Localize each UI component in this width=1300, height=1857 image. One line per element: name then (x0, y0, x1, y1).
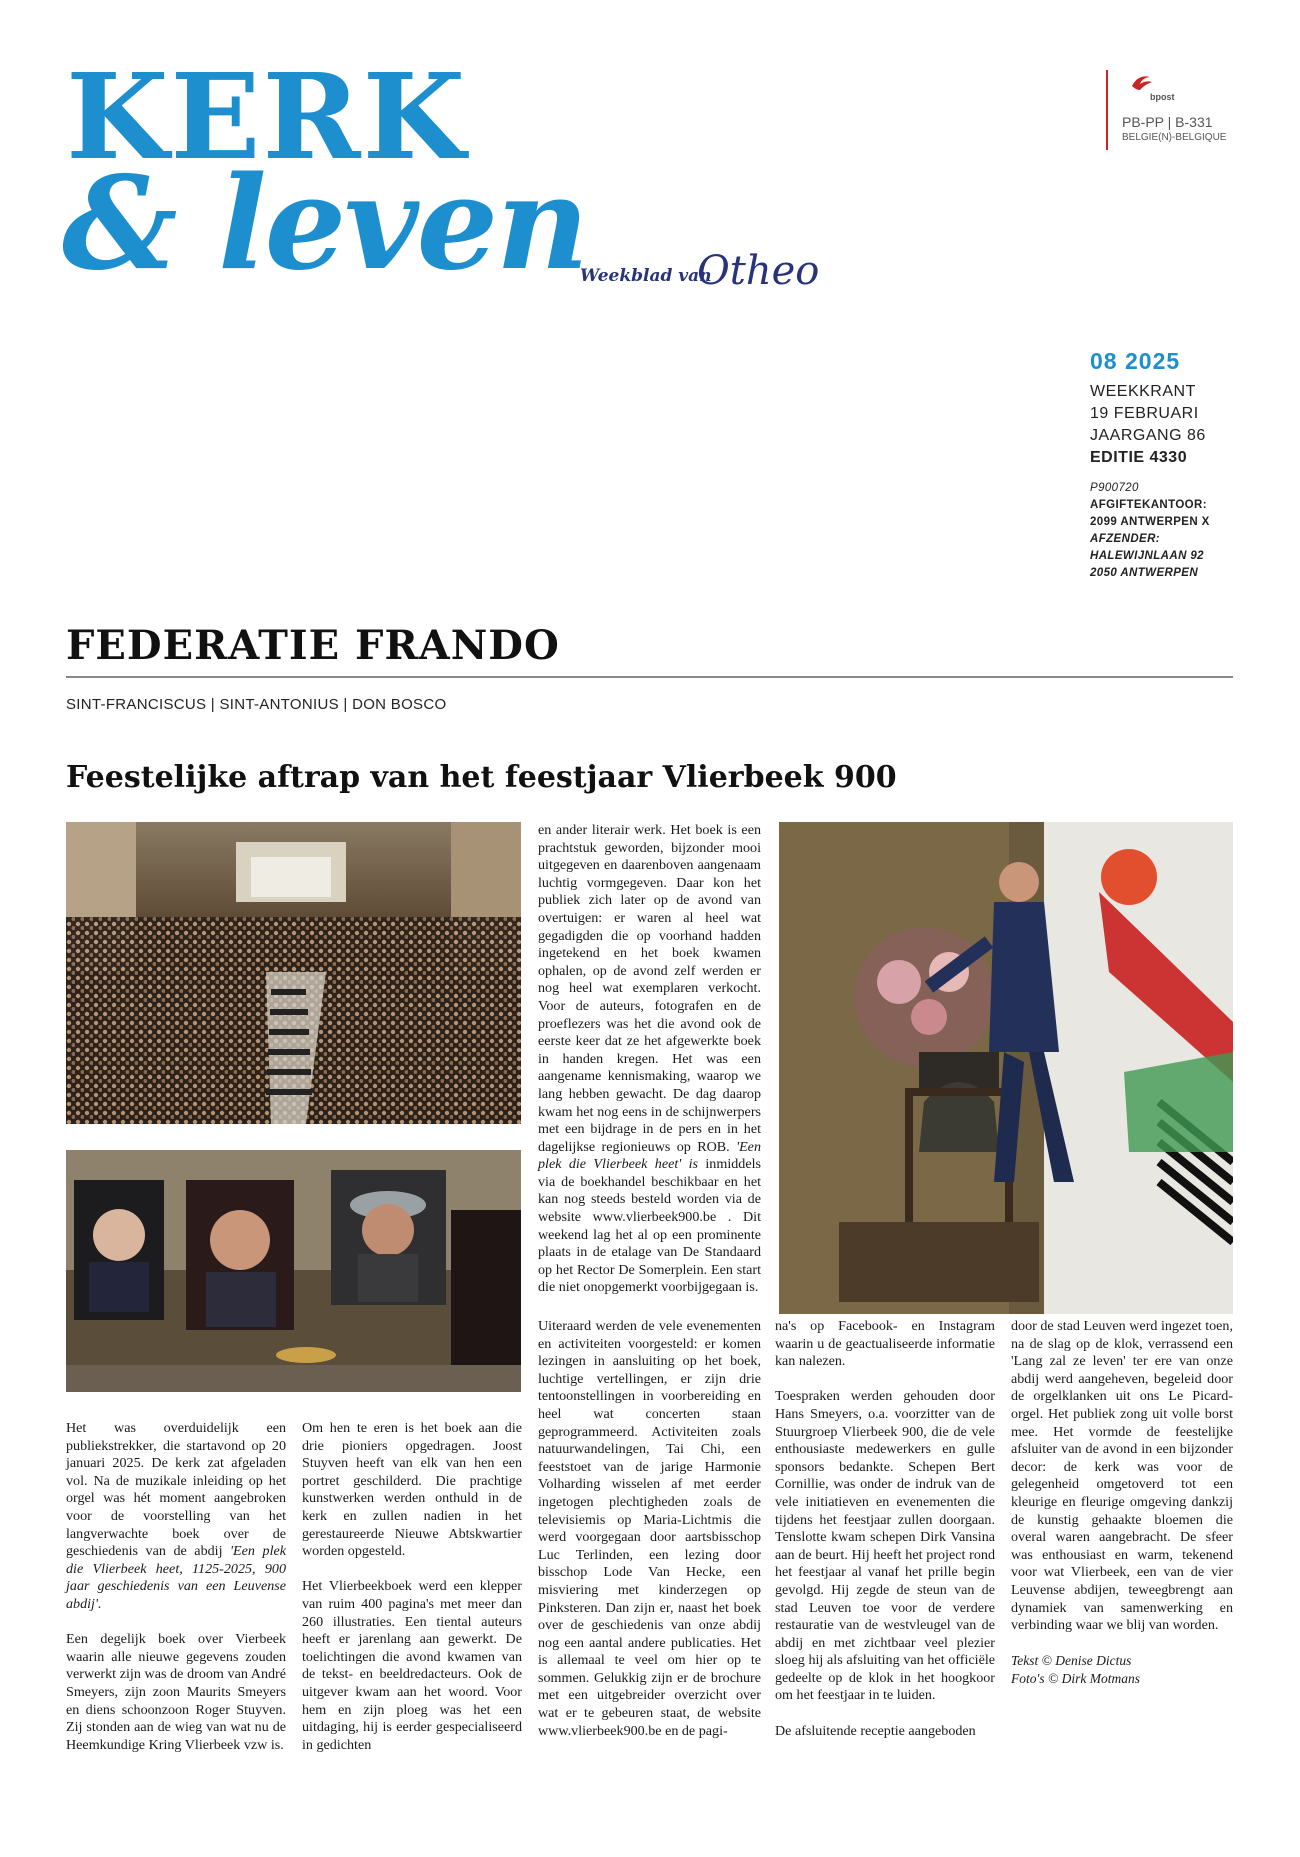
section-parishes: SINT-FRANCISCUS | SINT-ANTONIUS | DON BOSCO (66, 696, 447, 713)
issue-type: WEEKKRANT (1090, 383, 1196, 400)
bpost-label: bpost (1150, 92, 1175, 102)
sender-label: AFZENDER: (1090, 533, 1161, 545)
sender-block (1090, 480, 1210, 582)
paragraph (538, 822, 761, 1297)
section-title: FEDERATIE FRANDO (66, 622, 560, 669)
paragraph: Toespraken werden gehouden door Hans Smeyers, o.a. voorzitter van de Stuurgroep Vlierbeek 900, die de vele enthousiaste medewerkers en gulle sponsors bedankte. Schepen Bert Cornillie, was onder de indruk van de vele initiatieven en evenementen die tijdens het feestjaar zullen doorgaan. Tenslotte kwam schepen Dirk Vansina aan de beurt. Hij heeft het project rond het feestjaar al vanaf het prille begin gevolgd. Hij zegde de steun van de stad Leuven toe voor de verdere restauratie van de westvleugel van de abdij en met zichtbaar veel plezier sloeg hij als afsluiting van het officiële gedeelte op de klok in het hoogkoor om het feestjaar in te luiden. (775, 1388, 995, 1704)
credit-photo: Foto's © Dirk Motmans (1011, 1670, 1141, 1686)
issue-volume: JAARGANG 86 (1090, 427, 1206, 444)
paragraph: door de stad Leuven werd ingezet toen, na de slag op de klok, verrassend een 'Lang zal ze leven' ter ere van onze abdij werd aangeheven, begeleid door de orgelklanken uit ons Le Picard-orgel. Het publiek zong uit volle borst mee. Het vormde de feestelijke afsluiter van de avond in een bijzonder decor: de kerk was voor de gelegenheid omgetoverd tot een kleurige en fleurige omgeving dankzij de kunstig gehaakte bloemen die overal waren aangebracht. De sfeer was enthousiast en warm, tekenend voor wat Vlierbeek, een van de vier Leuvense abdijen, teweegbrengt aan dynamiek van samenwerking en verbinding waar we blij van worden. (1011, 1318, 1233, 1634)
photo-church-crowd (66, 822, 521, 1124)
article-column-2 (302, 1420, 522, 1772)
article-column-3-top (538, 822, 761, 1315)
office-value: 2099 ANTWERPEN X (1090, 516, 1210, 528)
article-column-3-bottom (538, 1318, 761, 1758)
masthead-tagline: Weekblad van (580, 266, 712, 286)
postal-country: BELGIE(N)-BELGIQUE (1122, 132, 1227, 143)
paragraph-text: Het was overduidelijk een publiekstrekker, die startavond op 20 januari 2025. De kerk zat afgeladen vol. Na de muzikale inleiding op het orgel was hét moment aangebroken voor de voorstelling van het langverwachte boek over de geschiedenis van de abdij (66, 1420, 286, 1560)
credit-text: Tekst © Denise Dictus (1011, 1653, 1132, 1669)
issue-info (1090, 348, 1206, 469)
paragraph-text: inmiddels via de boekhandel beschikbaar en het kan nog steeds besteld worden via de website www.vlierbeek900.be . Dit weekend lag het al op een prominente plaats in de etalage van De Standaard op het Rector De Somerplein. Een start die niet onopgemerkt voorbijgegaan is. (538, 1156, 761, 1296)
issue-number (1090, 348, 1206, 375)
permit-number: P900720 (1090, 482, 1139, 494)
article-column-1 (66, 1420, 286, 1772)
office-label: AFGIFTEKANTOOR: (1090, 499, 1207, 511)
paragraph: Het Vlierbeekboek werd een klepper van ruim 400 pagina's met meer dan 260 illustraties. Een tiental auteurs heeft er jarenlang aan gewerkt. De toelichtingen die avond kwamen van de tekst- en beeldredacteurs. Ook de uitgever kwam aan het woord. Voor hem en zijn ploeg was het een uitdaging, hij is eerder gespecialiseerd in gedichten (302, 1578, 522, 1753)
paragraph: Om hen te eren is het boek aan die drie pioniers opgedragen. Joost Stuyven heeft van elk van hen een portret geschilderd. Die prachtige kunstwerken werden onthuld in de kerk en zullen nadien in het gerestaureerde Nieuwe Abtskwartier worden opgesteld. (302, 1420, 522, 1560)
book-title: 'Een plek die Vlierbeek heet, 1125-2025, 900 jaar geschiedenis van een Leuvense abdij'. (66, 1543, 286, 1612)
article-column-4 (775, 1318, 995, 1758)
publisher-logo: Otheo (697, 248, 820, 294)
paragraph-text: en ander literair werk. Het boek is een prachtstuk geworden, bijzonder mooi uitgegeven en daarenboven aangenaam luchtig vormgegeven. Daar kon het publiek zich later op de avond van overtuigen: er waren al heel wat gegadigden die op voorhand hadden ingetekend en het boek kwamen ophalen, op de avond zelf werden er nog heel wat exemplaren verkocht. Voor de auteurs, fotografen en de proeflezers was het die avond ook de eerste keer dat ze het afgewerkte boek in handen kregen. Het was een aangename kennismaking, waarop we lang hebben gewacht. De dag daarop kwam het nog eens in de schijnwerpers met een bijdrage in de pers en in het dagelijkse regionieuws op ROB. (538, 822, 761, 1155)
paragraph: Uiteraard werden de vele evenementen en activiteiten voorgesteld: er komen lezingen in aansluiting op het boek, luchtige vertellingen, er zijn drie tentoonstellingen in voorbereiding en heel wat concerten staan geprogrammeerd. Activiteiten zoals natuurwandelingen, Tai Chi, een feeststoet van de jarige Harmonie Volharding wisselen af met eerder ingetogen plechtigheden zoals de televisiemis op Maria-Lichtmis die werd voorgegaan door aartsbisschop Luc Terlinden, een lezing door bisschop Lode Van Hecke, een misviering met kinderzegen op Pinksteren. Dan zijn er, naast het boek over de geschiedenis van onze abdij nog een aantal andere publicaties. Het is allemaal te veel om hier op te sommen. Gelukkig zijn er de brochure met een uitgebreider overzicht over wat er te gebeuren staat, de website www.vlierbeek900.be en de pagi- (538, 1318, 761, 1739)
article-column-5 (1011, 1318, 1233, 1687)
paragraph: Een degelijk boek over Vierbeek waarin alle nieuwe gegevens zouden verwerkt zijn was de droom van André Smeyers, zijn zoon Maurits Smeyers en diens schoonzoon Roger Stuyven. Zij stonden aan de wieg van wat nu de Heemkundige Kring Vlierbeek vzw is. (66, 1631, 286, 1753)
masthead-title-leven: & leven (62, 149, 588, 299)
masthead-title-kerk: KERK (66, 47, 468, 186)
postal-divider (1106, 70, 1108, 150)
sender-city: 2050 ANTWERPEN (1090, 567, 1199, 579)
paragraph (66, 1420, 286, 1614)
issue-number-value: 08 (1090, 348, 1118, 374)
paragraph: na's op Facebook- en Instagram waarin u de geactualiseerde informatie kan nalezen. (775, 1318, 995, 1370)
article-headline: Feestelijke aftrap van het feestjaar Vlierbeek 900 (66, 760, 897, 795)
issue-edition: EDITIE 4330 (1090, 449, 1188, 466)
postal-code: PB-PP | B-331 (1122, 114, 1213, 130)
section-divider (66, 676, 1233, 678)
paragraph: De afsluitende receptie aangeboden (775, 1722, 976, 1739)
issue-date: 19 FEBRUARI (1090, 405, 1199, 422)
issue-year: 2025 (1124, 348, 1181, 374)
book-title: 'Een plek die Vlierbeek heet' is (538, 1138, 761, 1173)
photo-bell-ringing (779, 822, 1233, 1314)
photo-portraits (66, 1150, 521, 1392)
sender-street: HALEWIJNLAAN 92 (1090, 550, 1204, 562)
